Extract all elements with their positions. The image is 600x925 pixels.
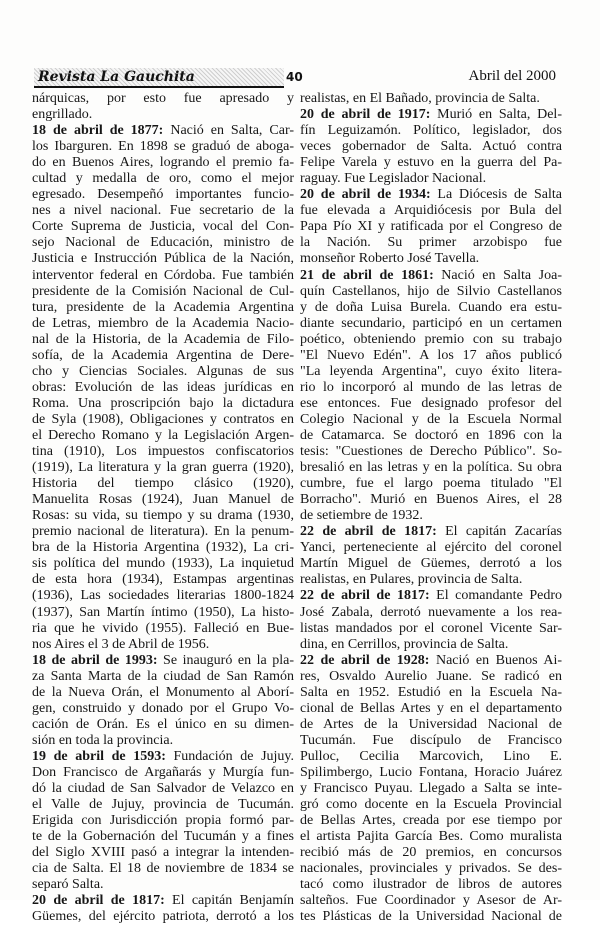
text-line xyxy=(300,813,562,829)
line-text: cación de Orán. Es el único en su dimen- xyxy=(32,716,294,732)
line-text: El comandante Pedro xyxy=(429,588,562,604)
line-text: Nació en Buenos Ai- xyxy=(429,652,562,668)
text-line xyxy=(32,187,294,203)
date-heading: 18 de abril de 1877: xyxy=(32,123,164,139)
line-text: la Nación. Su primer arzobispo fue xyxy=(300,235,562,251)
date-heading: 20 de abril de 1817: xyxy=(32,893,165,909)
line-text: Martín Miguel de Güemes, derrotó a los xyxy=(300,556,562,572)
line-text: José Zabala, derrotó nuevamente a los rea- xyxy=(300,604,562,620)
page-header xyxy=(0,68,600,90)
line-text: Justicia e Instrucción Pública de la Nación, xyxy=(32,251,294,267)
line-text: Rosas: su vida, su tiempo y su drama (1930, xyxy=(32,508,294,524)
line-text: obras: Evolución de las ideas jurídicas en xyxy=(32,379,294,395)
line-text: de la Nueva Orán, el Monumento al Aborí- xyxy=(32,684,294,700)
text-line xyxy=(300,364,562,380)
line-text: (1937), San Martín íntimo (1950), La histo- xyxy=(32,604,294,620)
line-text: "La leyenda Argentina", cuyo éxito litera- xyxy=(300,363,562,379)
text-line xyxy=(32,203,294,219)
line-text: Se inauguró en la pla- xyxy=(157,652,294,668)
text-line xyxy=(32,251,294,267)
text-line xyxy=(32,219,294,235)
text-line xyxy=(300,235,562,251)
text-line xyxy=(300,909,562,925)
text-line xyxy=(32,572,294,588)
line-text: tesis: "Cuestiones de Derecho Público". So- xyxy=(300,444,562,460)
line-text: Murió en Salta, Del- xyxy=(430,107,562,123)
line-text: premio nacional de literatura). En la penum- xyxy=(32,524,294,540)
text-line xyxy=(300,171,562,187)
text-line xyxy=(32,300,294,316)
text-line xyxy=(300,396,562,412)
text-line xyxy=(32,556,294,572)
line-text: tacó como ilustrador de libros de autores xyxy=(300,877,562,893)
text-line xyxy=(300,508,562,524)
line-text: Roma. Una proscripción bajo la dictadura xyxy=(32,395,294,411)
line-text: cia de Salta. El 18 de noviembre de 1834 se xyxy=(32,861,294,877)
text-line xyxy=(300,187,562,203)
line-text: Güemes, del ejército patriota, derrotó a los xyxy=(32,909,294,925)
line-text: res, Osvaldo Aurelio Juane. Se radicó en xyxy=(300,668,562,684)
text-line xyxy=(300,428,562,444)
line-text: Borracho". Murió en Buenos Aires, el 28 xyxy=(300,492,562,508)
text-line xyxy=(300,107,562,123)
text-line xyxy=(32,332,294,348)
line-text: ese entonces. Fue designado profesor del xyxy=(300,395,562,411)
line-text: Colegio Nacional y de la Escuela Normal xyxy=(300,411,562,427)
text-line xyxy=(300,733,562,749)
line-text: sis política del mundo (1933), La inquietud xyxy=(32,556,294,572)
text-line xyxy=(32,909,294,925)
line-text: Don Francisco de Argañarás y Murgía fun- xyxy=(32,764,294,780)
line-text: te de la Gobernación del Tucumán y a fines xyxy=(32,829,294,845)
text-line xyxy=(32,123,294,139)
text-line xyxy=(32,701,294,717)
line-text: el artista Pajita García Bes. Como muralista xyxy=(300,829,562,845)
text-line xyxy=(32,107,294,123)
text-line xyxy=(32,781,294,797)
text-line xyxy=(32,765,294,781)
line-text: veces gobernador de Salta. Actuó contra xyxy=(300,139,562,155)
text-line xyxy=(300,444,562,460)
text-line xyxy=(32,444,294,460)
text-line xyxy=(300,300,562,316)
text-line xyxy=(32,428,294,444)
text-line xyxy=(300,460,562,476)
line-text: tina (1910), Los impuestos confiscatorios xyxy=(32,444,294,460)
line-text: interventor federal en Córdoba. Fue también xyxy=(32,267,294,283)
line-text: Erigida con Jurisdicción propia formó par- xyxy=(32,813,294,829)
line-text: Pulloc, Cecilia Marcovich, Lino E. xyxy=(300,748,562,764)
line-text: Felipe Varela y estuvo en la guerra del Pa- xyxy=(300,155,562,171)
date-heading: 18 de abril de 1993: xyxy=(32,652,158,668)
line-text: poético, obteniendo premio con su trabajo xyxy=(300,331,562,347)
line-text: dó la ciudad de San Salvador de Velazco en xyxy=(32,781,294,797)
line-text: Historia del tiempo clásico (1920), xyxy=(32,476,294,492)
line-text: de Bellas Artes, creada por ese tiempo por xyxy=(300,813,562,829)
text-line xyxy=(300,251,562,267)
line-text: realistas, en El Bañado, provincia de Salta. xyxy=(300,91,540,106)
text-line xyxy=(300,380,562,396)
text-line xyxy=(32,380,294,396)
line-text: presidente de la Comisión Nacional de Cul- xyxy=(32,283,294,299)
line-text: el Derecho Romano y la Legislación Argen- xyxy=(32,427,294,443)
line-text: tura, presidente de la Academia Argentina xyxy=(32,299,294,315)
line-text: de Syla (1908), Obligaciones y contratos en xyxy=(32,411,294,427)
line-text: (1936), Las sociedades literarias 1800-1824 xyxy=(32,588,294,604)
text-line xyxy=(32,669,294,685)
text-line xyxy=(32,621,294,637)
text-line xyxy=(32,540,294,556)
text-line xyxy=(300,556,562,572)
line-text: Salta en 1952. Estudió en la Escuela Na- xyxy=(300,684,562,700)
page-number: 40 xyxy=(286,70,303,84)
masthead-banner xyxy=(34,68,284,88)
line-text: Tucumán. Fue discípulo de Francisco xyxy=(300,732,562,748)
line-text: cultad y medalla de oro, como el mejor xyxy=(32,171,294,187)
text-line xyxy=(300,637,562,653)
line-text: El capitán Zacarías xyxy=(436,524,562,540)
line-text: separó Salta. xyxy=(32,877,104,893)
text-line xyxy=(32,797,294,813)
line-text: de Letras, miembro de la Academia Nacio- xyxy=(32,315,294,331)
line-text: cumbre, fue el largo poema titulado "El xyxy=(300,476,562,492)
text-line xyxy=(32,268,294,284)
text-line xyxy=(300,701,562,717)
line-text: diante secundario, participó en un certamen xyxy=(300,315,562,331)
line-text: de esta hora (1934), Estampas argentinas xyxy=(32,572,294,588)
line-text: (1919), La literatura y la gran guerra (1920), xyxy=(32,460,294,476)
text-line xyxy=(300,845,562,861)
text-line xyxy=(300,781,562,797)
text-line xyxy=(300,797,562,813)
text-line xyxy=(32,348,294,364)
text-line xyxy=(32,316,294,332)
text-line xyxy=(300,572,562,588)
text-line xyxy=(32,364,294,380)
date-heading: 21 de abril de 1861: xyxy=(300,267,434,283)
text-line xyxy=(32,829,294,845)
text-line xyxy=(32,396,294,412)
line-text: Yanci, perteneciente al ejército del coronel xyxy=(300,540,562,556)
issue-date: Abril del 2000 xyxy=(468,68,556,84)
text-line xyxy=(300,139,562,155)
line-text: sión en toda la provincia. xyxy=(32,732,174,748)
line-text: bra de la Historia Argentina (1932), La cri- xyxy=(32,540,294,556)
line-text: bresalió en las letras y en la política. Su obra xyxy=(300,460,562,476)
text-line xyxy=(300,653,562,669)
text-line xyxy=(300,685,562,701)
text-line xyxy=(32,139,294,155)
text-line xyxy=(32,460,294,476)
text-line xyxy=(300,605,562,621)
line-text: realistas, en Pulares, provincia de Salta. xyxy=(300,572,523,588)
line-text: de setiembre de 1932. xyxy=(300,508,423,524)
line-text: el Valle de Jujuy, provincia de Tucumán. xyxy=(32,797,294,813)
text-line xyxy=(300,749,562,765)
line-text: y Francisco Puyau. Llegado a Salta se inte- xyxy=(300,781,562,797)
line-text: de Artes de la Universidad Nacional de xyxy=(300,716,562,732)
text-line xyxy=(300,203,562,219)
text-line xyxy=(300,316,562,332)
line-text: Fundación de Jujuy. xyxy=(165,748,294,764)
line-text: ria que he vivido (1955). Falleció en Bue- xyxy=(32,620,294,636)
line-text: fín Leguizamón. Político, legislador, dos xyxy=(300,123,562,139)
line-text: "El Nuevo Edén". A los 17 años publicó xyxy=(300,347,562,363)
text-line xyxy=(32,845,294,861)
line-text: gen, construido y donado por el Grupo Vo- xyxy=(32,700,294,716)
text-line xyxy=(32,171,294,187)
text-line xyxy=(300,861,562,877)
line-text: fue elevada a Arquidiócesis por Bula del xyxy=(300,203,562,219)
text-line xyxy=(300,877,562,893)
text-line xyxy=(32,588,294,604)
text-line xyxy=(32,412,294,428)
text-column-left xyxy=(32,91,294,925)
line-text: gró como docente en la Escuela Provincial xyxy=(300,797,562,813)
line-text: Nació en Salta, Car- xyxy=(163,123,294,139)
line-text: do en Buenos Aires, logrando el premio fa- xyxy=(32,155,294,171)
line-text: Spilimbergo, Lucio Fontana, Horacio Juárez xyxy=(300,764,562,780)
text-line xyxy=(32,284,294,300)
line-text: los Ibarguren. En 1898 se graduó de aboga- xyxy=(32,139,294,155)
line-text: cional de Bellas Artes y en el departamento xyxy=(300,700,562,716)
line-text: nárquicas, por esto fue apresado y xyxy=(32,91,294,106)
text-line xyxy=(300,284,562,300)
line-text: raguay. Fue Legislador Nacional. xyxy=(300,171,487,187)
text-line xyxy=(300,492,562,508)
text-line xyxy=(300,588,562,604)
text-line xyxy=(300,155,562,171)
text-line xyxy=(300,332,562,348)
text-line xyxy=(300,717,562,733)
text-line xyxy=(300,524,562,540)
text-line xyxy=(32,492,294,508)
line-text: tes Plásticas de la Universidad Nacional de xyxy=(300,909,562,925)
text-line xyxy=(300,540,562,556)
text-line xyxy=(32,235,294,251)
text-line xyxy=(300,893,562,909)
date-heading: 20 de abril de 1934: xyxy=(300,187,431,203)
text-line xyxy=(300,765,562,781)
line-text: cho y Ciencias Sociales. Algunas de sus xyxy=(32,363,294,379)
line-text: y de doña Luisa Burela. Cuando era estu- xyxy=(300,299,562,315)
text-line xyxy=(300,91,562,107)
text-column-right xyxy=(300,91,562,925)
line-text: nes a nivel nacional. Fue secretario de la xyxy=(32,203,294,219)
date-heading: 22 de abril de 1928: xyxy=(300,652,430,668)
text-line xyxy=(32,877,294,893)
line-text: salteños. Fue Coordinador y Asesor de Ar- xyxy=(300,893,562,909)
line-text: Manuelita Rosas (1924), Juan Manuel de xyxy=(32,492,294,508)
line-text: sejo Nacional de Educación, ministro de xyxy=(32,235,294,251)
line-text: El capitán Benjamín xyxy=(164,893,294,909)
text-line xyxy=(32,813,294,829)
text-line xyxy=(300,123,562,139)
text-line xyxy=(32,749,294,765)
masthead-title: Revista La Gauchita xyxy=(38,69,195,85)
line-text: engrillado. xyxy=(32,107,93,123)
text-line xyxy=(32,605,294,621)
text-line xyxy=(300,268,562,284)
text-line xyxy=(32,524,294,540)
line-text: de Catamarca. Se doctoró en 1896 con la xyxy=(300,427,562,443)
text-line xyxy=(300,621,562,637)
line-text: monseñor Roberto José Tavella. xyxy=(300,251,480,267)
date-heading: 22 de abril de 1817: xyxy=(300,588,430,604)
line-text: dina, en Cerrillos, provincia de Salta. xyxy=(300,636,509,652)
text-line xyxy=(300,476,562,492)
text-line xyxy=(32,155,294,171)
text-line xyxy=(32,861,294,877)
text-line xyxy=(300,412,562,428)
line-text: nacionales, provinciales y privados. Se des- xyxy=(300,861,562,877)
text-line xyxy=(300,348,562,364)
line-text: La Diócesis de Salta xyxy=(430,187,562,203)
line-text: za Santa Marta de la ciudad de San Ramón xyxy=(32,668,294,684)
line-text: rio lo incorporó al mundo de las letras de xyxy=(300,379,562,395)
text-line xyxy=(32,637,294,653)
text-line xyxy=(32,476,294,492)
text-line xyxy=(32,653,294,669)
line-text: sofía, de la Academia Argentina de Dere- xyxy=(32,347,294,363)
date-heading: 19 de abril de 1593: xyxy=(32,748,166,764)
date-heading: 22 de abril de 1817: xyxy=(300,524,437,540)
text-line xyxy=(300,829,562,845)
text-line xyxy=(300,219,562,235)
text-line xyxy=(32,91,294,107)
line-text: egresado. Desempeñó importantes funcio- xyxy=(32,187,294,203)
text-line xyxy=(32,508,294,524)
line-text: Nació en Salta Joa- xyxy=(433,267,562,283)
line-text: Papa Pío XI y ratificada por el Congreso de xyxy=(300,219,562,235)
line-text: del Siglo XVIII pasó a integrar la intenden- xyxy=(32,845,294,861)
date-heading: 20 de abril de 1917: xyxy=(300,107,431,123)
text-line xyxy=(32,733,294,749)
line-text: Corte Suprema de Justicia, vocal del Con- xyxy=(32,219,294,235)
line-text: listas mandados por el coronel Vicente Sar- xyxy=(300,620,562,636)
line-text: quín Castellanos, hijo de Silvio Castellanos xyxy=(300,283,562,299)
line-text: recibió más de 20 premios, en concursos xyxy=(300,845,562,861)
line-text: nos Aires el 3 de Abril de 1956. xyxy=(32,636,210,652)
line-text: nal de la Historia, de la Academia de Filo- xyxy=(32,331,294,347)
text-line xyxy=(300,669,562,685)
text-line xyxy=(32,893,294,909)
text-line xyxy=(32,717,294,733)
text-line xyxy=(32,685,294,701)
